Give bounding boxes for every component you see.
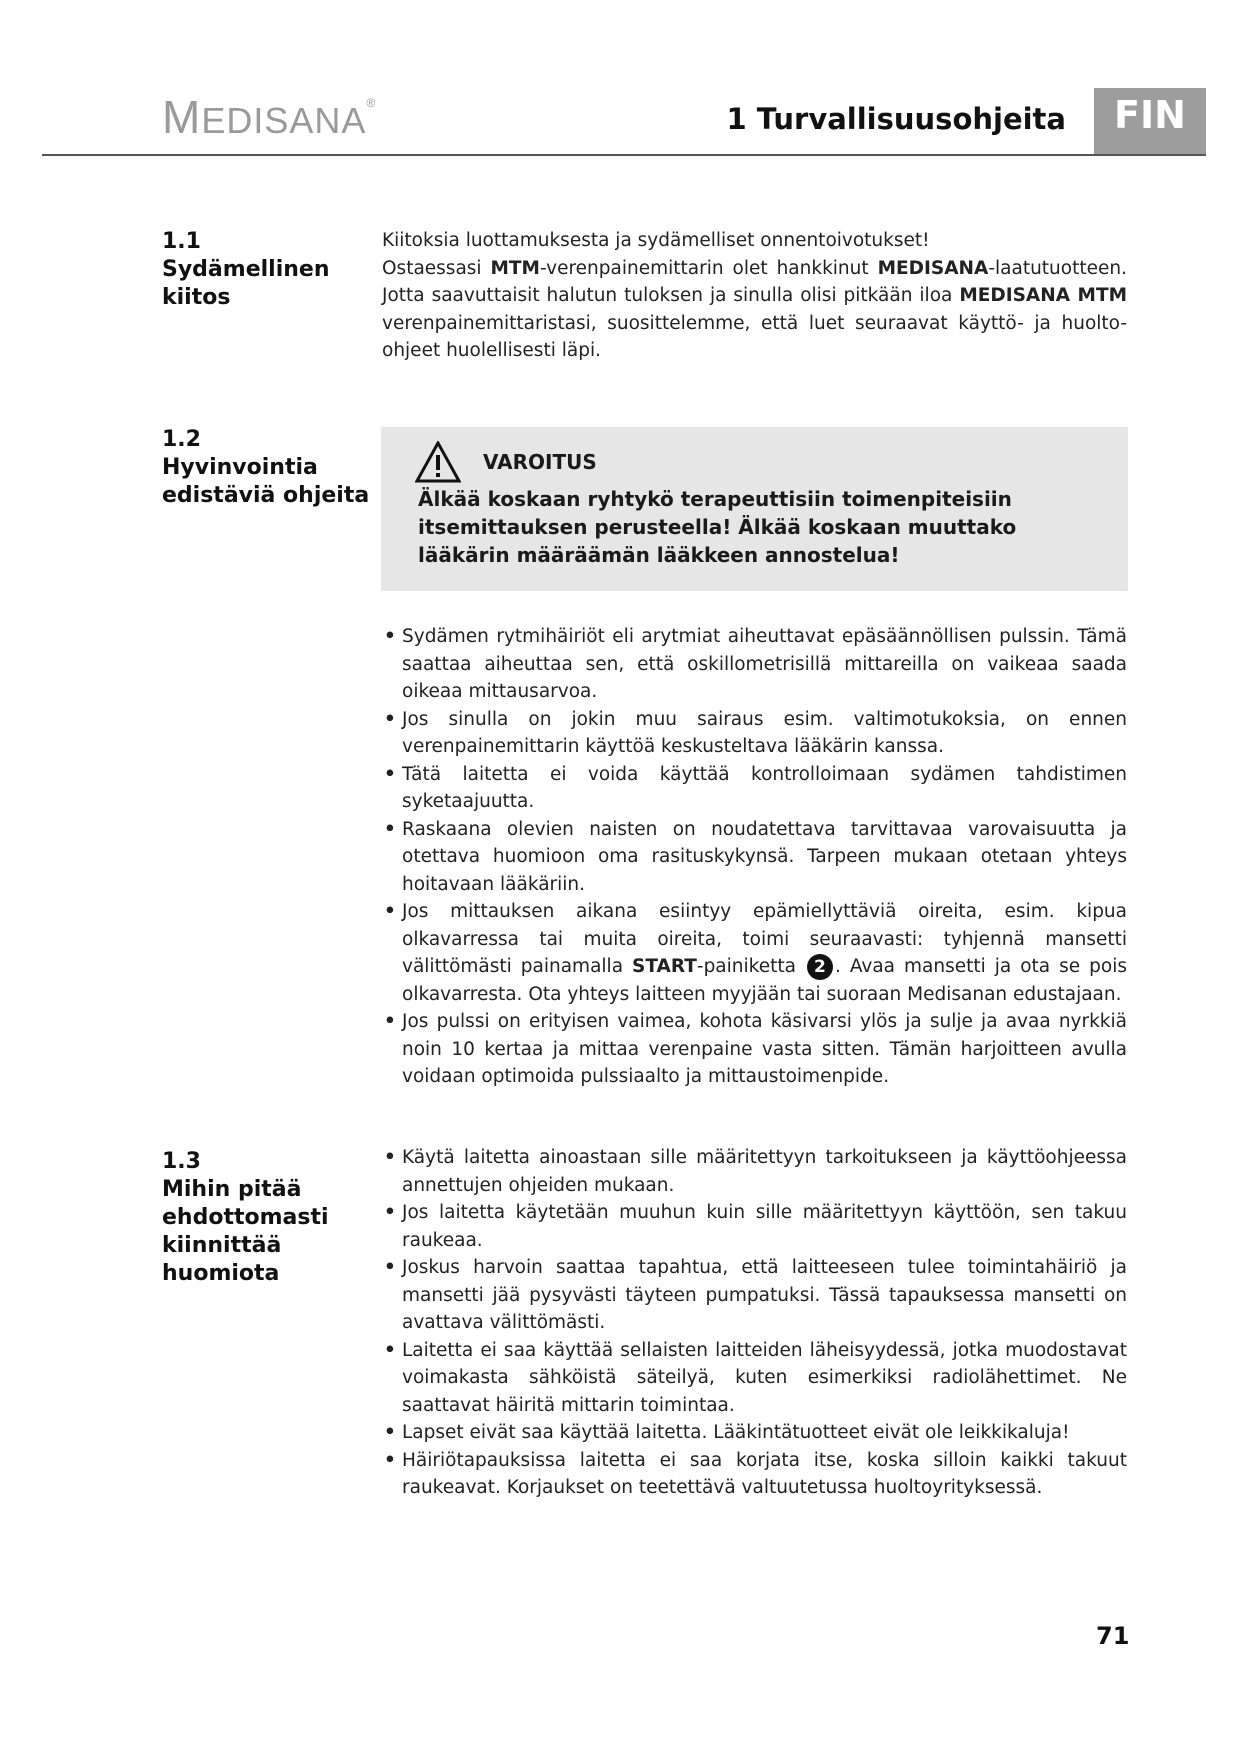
- section-title-line: edistäviä ohjeita: [162, 483, 370, 508]
- text-run: -painiketta: [696, 956, 805, 977]
- bullet-list: [382, 1144, 1127, 1502]
- logo-registered: ®: [366, 96, 377, 110]
- chapter-title: 1 Turvallisuusohjeita: [726, 102, 1066, 136]
- text-run: -verenpainemittarin olet hankkinut: [539, 257, 878, 279]
- text-run: . Avaa mansetti ja ota se pois olkavarresta. Ota yhteys laitteen myyjään tai suoraan Medisanan edustajaan.: [402, 956, 1127, 1005]
- brand-medisana-mtm: MEDISANA MTM: [959, 285, 1127, 306]
- text-run: Ostaessasi: [382, 257, 491, 279]
- list-item: • Raskaana olevien naisten on noudatettava tarvittavaa varovaisuutta ja otettava huomioon oma rasituskykynsä. Tarpeen mukaan otetaan yhteys hoitavaan lääkäriin.: [382, 816, 1127, 899]
- list-item: • Jos laitetta käytetään muuhun kuin sille määritettyyn käyttöön, sen takuu raukeaa.: [382, 1199, 1127, 1254]
- warning-title: VAROITUS: [483, 450, 597, 474]
- section-title-line: kiinnittää: [162, 1233, 282, 1258]
- language-tab: FIN: [1094, 88, 1206, 154]
- section-title-line: kiitos: [162, 285, 231, 310]
- list-item: • Häiriötapauksissa laitetta ei saa korjata itse, koska silloin kaikki takuut raukeavat. Korjaukset on teetettävä valtuutetussa huoltoyrityksessä.: [382, 1447, 1127, 1502]
- text-run: -laatutuotteen. Jotta saavuttaisit halutun tuloksen ja sinulla olisi pitkään iloa: [382, 257, 1127, 306]
- list-item: • Tätä laitetta ei voida käyttää kontrolloimaan sydämen tahdistimen syketaajuutta.: [382, 761, 1127, 816]
- brand-mtm: MTM: [490, 257, 540, 279]
- page-number: 71: [1096, 1622, 1130, 1650]
- intro-paragraph: [382, 255, 1127, 365]
- list-item: • Joskus harvoin saattaa tapahtua, että laitteeseen tulee toimintahäiriö ja mansetti jää pysyvästi täyteen pumpatuksi. Tässä tapauksessa mansetti on avattava välittömästi.: [382, 1254, 1127, 1337]
- section-1-2-heading: [162, 426, 369, 510]
- list-item: • Jos pulssi on erityisen vaimea, kohota käsivarsi ylös ja sulje ja avaa nyrkkiä noin 10 kertaa ja mittaa verenpaine vasta sitten. Tämän harjoitteen avulla voidaan optimoida pulssiaalto ja mittaustoimenpide.: [382, 1008, 1127, 1091]
- section-title-line: Sydämellinen: [162, 257, 330, 282]
- section-title-line: Hyvinvointia: [162, 455, 318, 480]
- list-item: • Lapset eivät saa käyttää laitetta. Lääkintätuotteet eivät ole leikkikaluja!: [382, 1419, 1127, 1447]
- logo-rest: EDISANA: [201, 100, 367, 141]
- start-label: START: [632, 956, 697, 977]
- section-1-1-body: [382, 227, 1127, 365]
- section-title-line: Mihin pitää: [162, 1177, 302, 1202]
- section-1-2-bullets: [382, 623, 1127, 1091]
- section-title-line: huomiota: [162, 1261, 280, 1286]
- start-button-number-badge: 2: [807, 954, 833, 980]
- text-run: Jos mittauksen aikana esiintyy epämiellyttäviä oireita, esim. kipua olkavarressa tai muita oireita, toimi seuraavasti: tyhjennä mansetti välittömästi painamalla: [402, 901, 1127, 977]
- text-run: verenpainemittaristasi, suosittelemme, että luet seuraavat käyttö- ja huolto-ohjeet huolellisesti läpi.: [382, 312, 1127, 361]
- list-item: • Käytä laitetta ainoastaan sille määritettyyn tarkoitukseen ja käyttöohjeessa annettujen ohjeiden mukaan.: [382, 1144, 1127, 1199]
- warning-text: Älkää koskaan ryhtykö terapeuttisiin toimenpiteisiin itsemittauksen perusteella! Älkää koskaan muuttako lääkärin määräämän lääkkeen annostelua!: [418, 487, 1017, 567]
- logo-initial: M: [162, 91, 202, 143]
- section-1-1-heading: [162, 228, 330, 312]
- list-item: • Jos sinulla on jokin muu sairaus esim. valtimotukoksia, on ennen verenpainemittarin käyttöä keskusteltava lääkärin kanssa.: [382, 706, 1127, 761]
- list-item: [382, 898, 1127, 1008]
- medisana-logo: [162, 90, 376, 144]
- section-number: 1.2: [162, 427, 201, 452]
- section-1-3-bullets: [382, 1144, 1127, 1502]
- section-number: 1.3: [162, 1149, 201, 1174]
- list-item: • Sydämen rytmihäiriöt eli arytmiat aiheuttavat epäsäännöllisen pulssin. Tämä saattaa aiheuttaa sen, että oskillometrisillä mittareilla on vaikeaa saada oikeaa mittausarvoa.: [382, 623, 1127, 706]
- intro-line: Kiitoksia luottamuksesta ja sydämelliset onnentoivotukset!: [382, 230, 930, 251]
- section-1-3-heading: [162, 1148, 329, 1288]
- section-title-line: ehdottomasti: [162, 1205, 329, 1230]
- section-number: 1.1: [162, 229, 201, 254]
- brand-medisana: MEDISANA: [877, 257, 989, 279]
- warning-box: [381, 427, 1128, 591]
- page-header: [42, 88, 1206, 156]
- warning-triangle-icon: [415, 441, 461, 483]
- list-item: • Laitetta ei saa käyttää sellaisten laitteiden läheisyydessä, jotka muodostavat voimakasta sähköistä säteilyä, kuten esimerkiksi radiolähettimet. Ne saattavat häiritä mittarin toimintaa.: [382, 1337, 1127, 1420]
- bullet-list: [382, 623, 1127, 1091]
